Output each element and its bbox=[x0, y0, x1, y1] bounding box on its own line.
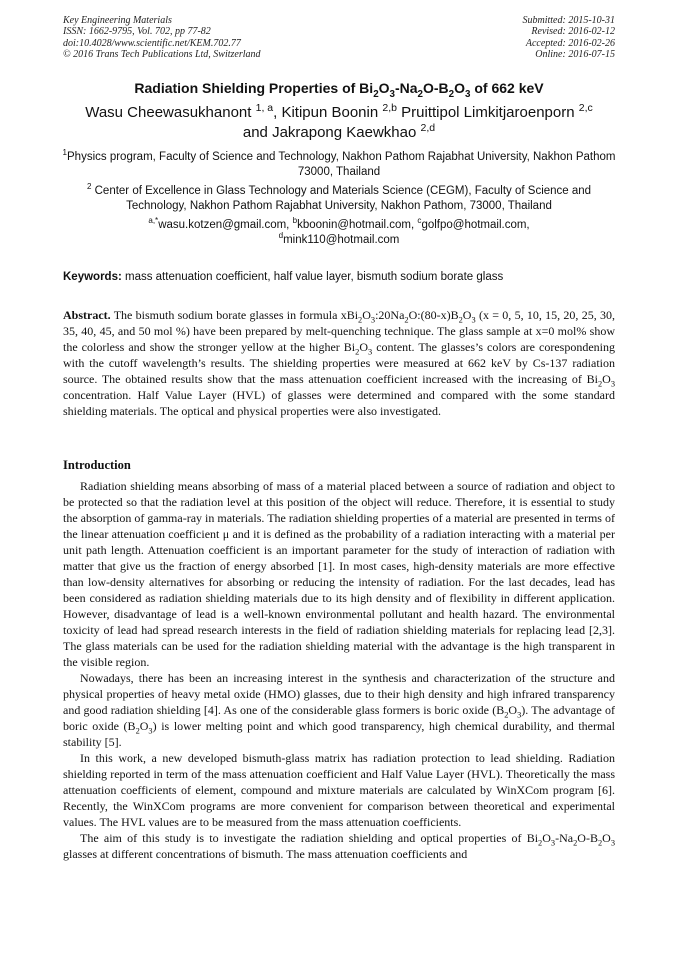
copyright-line: © 2016 Trans Tech Publications Ltd, Switzerland bbox=[63, 48, 261, 60]
paragraph: Radiation shielding means absorbing of mass of a material placed between a source of radiation and object to be protected so that the radiation level at this position of the object will reduce. Therefore, it is essential to study the absorption of gamma-ray in materials. The radiation shielding properties of a material are presented in terms of the linear attenuation coefficient μ and it is defined as the probability of a radiation interacting with a material per unit path length. Attenuation coefficient is an important parameter for the study of interaction of radiation with matter that give us the fraction of energy absorbed [1]. In most cases, high-density materials are more effective than low-density alternatives for absorbing or reducing the intensity of radiation. For the last decades, lead has been considered as radiation shielding materials due to its high density and of flexibility in different application. However, disadvantage of lead is a well-known environmental pollutant and health hazard. The environmental toxicity of lead had spread research interests in the field of radiation shielding materials for replacing lead [2,3]. The glass materials can be used for the radiation shielding material with the advantage is the high transparent in the visible region. bbox=[63, 479, 615, 669]
abstract-label: Abstract. bbox=[63, 308, 111, 322]
author-name: Wasu Cheewasukhanont bbox=[85, 104, 252, 121]
accepted-date: Accepted: 2016-02-26 bbox=[525, 37, 615, 49]
issn-line: ISSN: 1662-9795, Vol. 702, pp 77-82 bbox=[63, 26, 211, 38]
paragraph: Nowadays, there has been an increasing interest in the synthesis and characterization of the structure and physical properties of heavy metal oxide (HMO) glasses, due to their high density and high infrared transparency and good radiation shielding [4]. As one of the considerable glass formers is boric oxide $(B_2O_3)$. The advantage of boric oxide $(B_2O_3)$ is lower melting point and which good transparency, high chemical durability, and thermal stability [5]. bbox=[63, 671, 615, 749]
author-list: Wasu Cheewasukhanont $^{1, a}$, Kitipun Boonin $^{2,b}$ Pruittipol Limkitjaroenporn $^{2,c}$ and Jakrapong Kaewkhao $^{2,d}$ bbox=[85, 102, 593, 141]
email-link[interactable]: kboonin@hotmail.com, bbox=[297, 219, 418, 231]
paragraph: In this work, a new developed bismuth-glass matrix has radiation protection to lead shielding. Radiation shielding reported in term of the mass attenuation coefficient and Half Value Layer (HVL). Theoretically the mass attenuation coefficients of element, compound and mixture materials are calculated by WinXCom program [6]. Recently, the WinXCom programs are more convenient for comparison between theoretical and experimental values. The HVL values are to be measured from the mass attenuation coefficients. bbox=[63, 751, 615, 829]
email-link[interactable]: golfpo@hotmail.com, bbox=[421, 219, 530, 231]
introduction-section bbox=[63, 478, 615, 862]
journal-info bbox=[63, 15, 261, 60]
affiliation-1: $^1$Physics program, Faculty of Science and Technology, Nakhon Pathom Rajabhat University, Nakhon Pathom 73000, Thailand bbox=[62, 148, 616, 178]
keywords-line: Keywords: mass attenuation coefficient, half value layer, bismuth sodium borate glass bbox=[63, 271, 504, 283]
author-name: and Jakrapong Kaewkhao bbox=[242, 124, 417, 141]
author-name: Pruittipol Limkitjaroenporn bbox=[396, 104, 575, 121]
revised-date: Revised: 2016-02-12 bbox=[531, 26, 615, 38]
doi-line: doi:10.4028/www.scientific.net/KEM.702.77 bbox=[63, 37, 241, 49]
author-emails: $^{a,*}$wasu.kotzen@gmail.com, $^b$kboonin@hotmail.com, $^c$golfpo@hotmail.com, $^d$mink110@hotmail.com bbox=[148, 216, 530, 246]
publication-dates bbox=[523, 15, 616, 60]
section-heading: Introduction bbox=[63, 458, 131, 472]
submitted-date: Submitted: 2015-10-31 bbox=[522, 15, 615, 26]
abstract-section: Abstract. The bismuth sodium borate glasses in formula $xBi_2O_3:20Na_2O:(80-x)B_2O_3$ (x = 0, 5, 10, 15, 20, 25, 30, 35, 40, 45, and 50 mol %) have been prepared by melt-quenching technique. The glass sample at x=0 mol% show the colorless and show the stronger yellow at the higher $Bi_2O_3$ content. The glasses’s colors are corespondening with the cutoff wavelength’s results. The shielding properties were measured at 662 keV by Cs-137 radiation source. The obtained results show that the mass attenuation coefficient increased with the increasing of $Bi_2O_3$ concentration. Half Value Layer (HVL) of glasses were determined and compared with the some standard shielding materials. The optical and physical properties were also investigated. bbox=[63, 308, 616, 418]
journal-name: Key Engineering Materials bbox=[63, 15, 172, 26]
email-link[interactable]: wasu.kotzen@gmail.com, bbox=[158, 219, 293, 231]
keywords-label: Keywords: bbox=[63, 271, 122, 283]
author-name: , Kitipun Boonin bbox=[273, 104, 379, 121]
online-date: Online: 2016-07-15 bbox=[535, 48, 615, 60]
email-link[interactable]: mink110@hotmail.com bbox=[283, 234, 400, 246]
paper-title: Radiation Shielding Properties of $Bi_2O_3-Na_2O-B_2O_3$ of 662 keV bbox=[134, 80, 544, 100]
paragraph: The aim of this study is to investigate the radiation shielding and optical properties of $Bi_2O_3-Na_2O-B_2O_3$ glasses at different concentrations of bismuth. The mass attenuation coefficients and bbox=[63, 831, 615, 861]
affiliation-2: $^2$ Center of Excellence in Glass Technology and Materials Science (CEGM), Faculty of Science and Technology, Nakhon Pathom Rajabhat University, Nakhon Pathom, 73000, Thailand bbox=[86, 182, 592, 212]
